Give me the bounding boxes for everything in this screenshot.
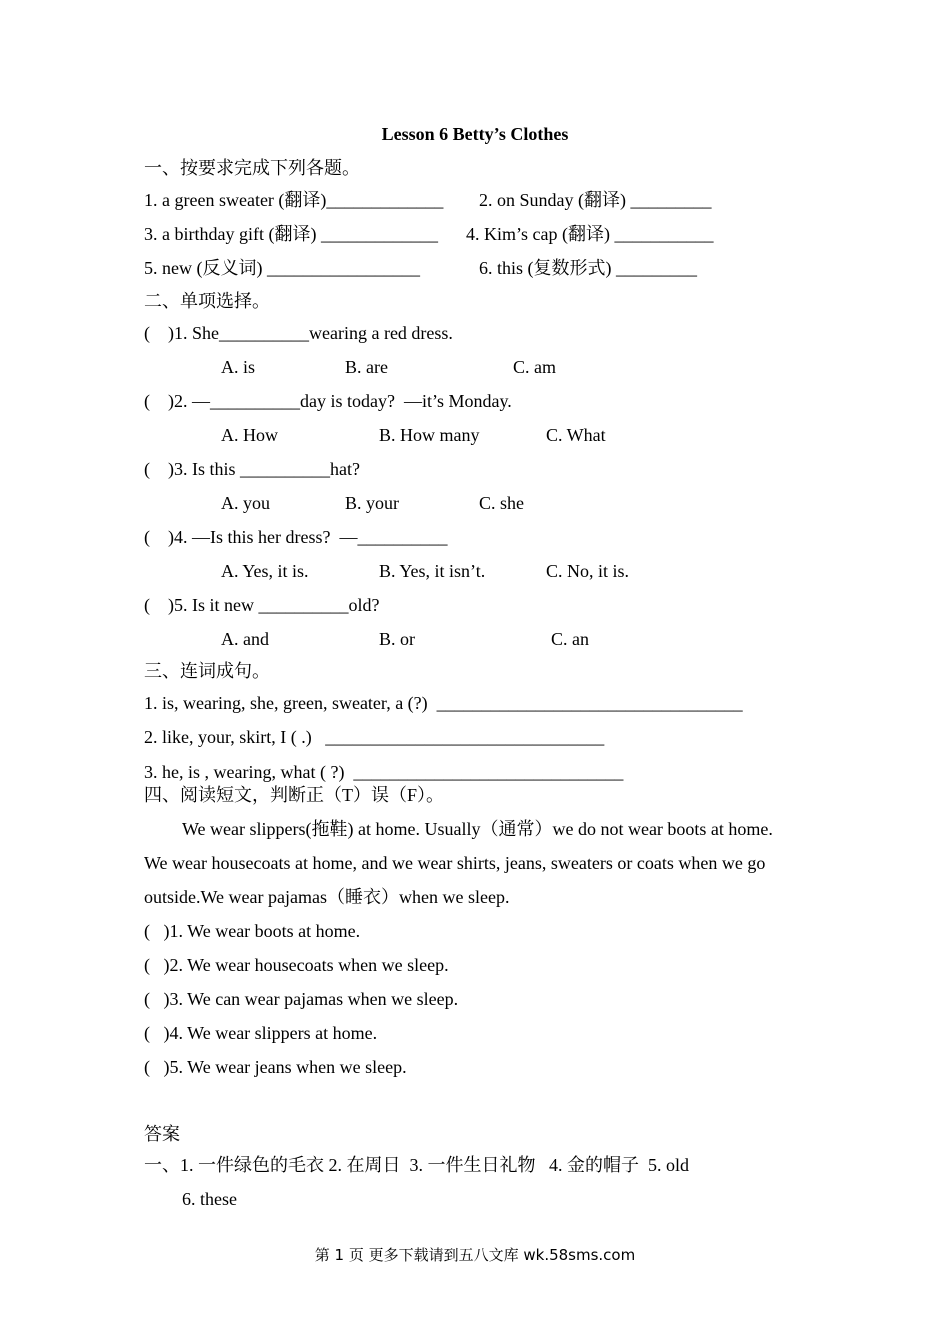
section1-item-5: 5. new (反义词) _________________	[144, 258, 420, 278]
page-title: Lesson 6 Betty’s Clothes	[381, 124, 569, 144]
passage-line-1: We wear slippers(拖鞋) at home. Usually（通常）we do not wear boots at home.	[182, 819, 773, 839]
section1-item-6: 6. this (复数形式) _________	[479, 258, 697, 278]
mc-q1-option-a: A. is	[221, 357, 256, 377]
tf-item-4: ( )4. We wear slippers at home.	[144, 1023, 378, 1043]
tf-item-3: ( )3. We can wear pajamas when we sleep.	[144, 989, 459, 1009]
section3-heading: 三、连词成句。	[144, 661, 270, 681]
mc-q5-option-b: B. or	[379, 629, 415, 649]
tf-item-1: ( )1. We wear boots at home.	[144, 921, 361, 941]
mc-q4-option-c: C. No, it is.	[546, 561, 630, 581]
passage-line-2: We wear housecoats at home, and we wear shirts, jeans, sweaters or coats when we go	[144, 853, 766, 873]
section2-heading: 二、单项选择。	[144, 291, 270, 311]
mc-q3-option-c: C. she	[479, 493, 524, 513]
mc-q3-option-b: B. your	[345, 493, 399, 513]
section1-item-3: 3. a birthday gift (翻译) _____________	[144, 224, 438, 244]
sentence-item-3: 3. he, is , wearing, what ( ?) ______________________________	[144, 762, 624, 782]
section1-item-4: 4. Kim’s cap (翻译) ___________	[466, 224, 714, 244]
mc-q5-option-c: C. an	[551, 629, 589, 649]
sentence-item-2: 2. like, your, skirt, I ( .) _______________________________	[144, 727, 605, 747]
answers-heading: 答案	[144, 1124, 180, 1144]
mc-question-1: ( )1. She__________wearing a red dress.	[144, 323, 453, 343]
answers-line-2: 6. these	[182, 1189, 237, 1209]
section1-heading: 一、按要求完成下列各题。	[144, 158, 360, 178]
mc-q1-option-b: B. are	[345, 357, 388, 377]
mc-q4-option-b: B. Yes, it isn’t.	[379, 561, 486, 581]
section1-item-1: 1. a green sweater (翻译)_____________	[144, 190, 444, 210]
tf-item-5: ( )5. We wear jeans when we sleep.	[144, 1057, 407, 1077]
passage-line-3: outside.We wear pajamas（睡衣）when we sleep.	[144, 887, 510, 907]
mc-q5-option-a: A. and	[221, 629, 269, 649]
mc-question-4: ( )4. —Is this her dress? —__________	[144, 527, 448, 547]
mc-q4-option-a: A. Yes, it is.	[221, 561, 309, 581]
section4-heading: 四、阅读短文，判断正（T）误（F）。	[144, 785, 445, 805]
mc-q2-option-a: A. How	[221, 425, 278, 445]
answers-line-1: 一、1. 一件绿色的毛衣 2. 在周日 3. 一件生日礼物 4. 金的帽子 5. old	[144, 1155, 689, 1175]
mc-question-2: ( )2. —__________day is today? —it’s Monday.	[144, 391, 512, 411]
page-footer: 第 1 页 更多下载请到五八文库 wk.58sms.com	[314, 1246, 636, 1264]
mc-q1-option-c: C. am	[513, 357, 556, 377]
section1-item-2: 2. on Sunday (翻译) _________	[479, 190, 712, 210]
tf-item-2: ( )2. We wear housecoats when we sleep.	[144, 955, 449, 975]
mc-q2-option-b: B. How many	[379, 425, 480, 445]
mc-question-3: ( )3. Is this __________hat?	[144, 459, 360, 479]
mc-q3-option-a: A. you	[221, 493, 270, 513]
mc-question-5: ( )5. Is it new __________old?	[144, 595, 380, 615]
mc-q2-option-c: C. What	[546, 425, 606, 445]
sentence-item-1: 1. is, wearing, she, green, sweater, a (?) __________________________________	[144, 693, 743, 713]
